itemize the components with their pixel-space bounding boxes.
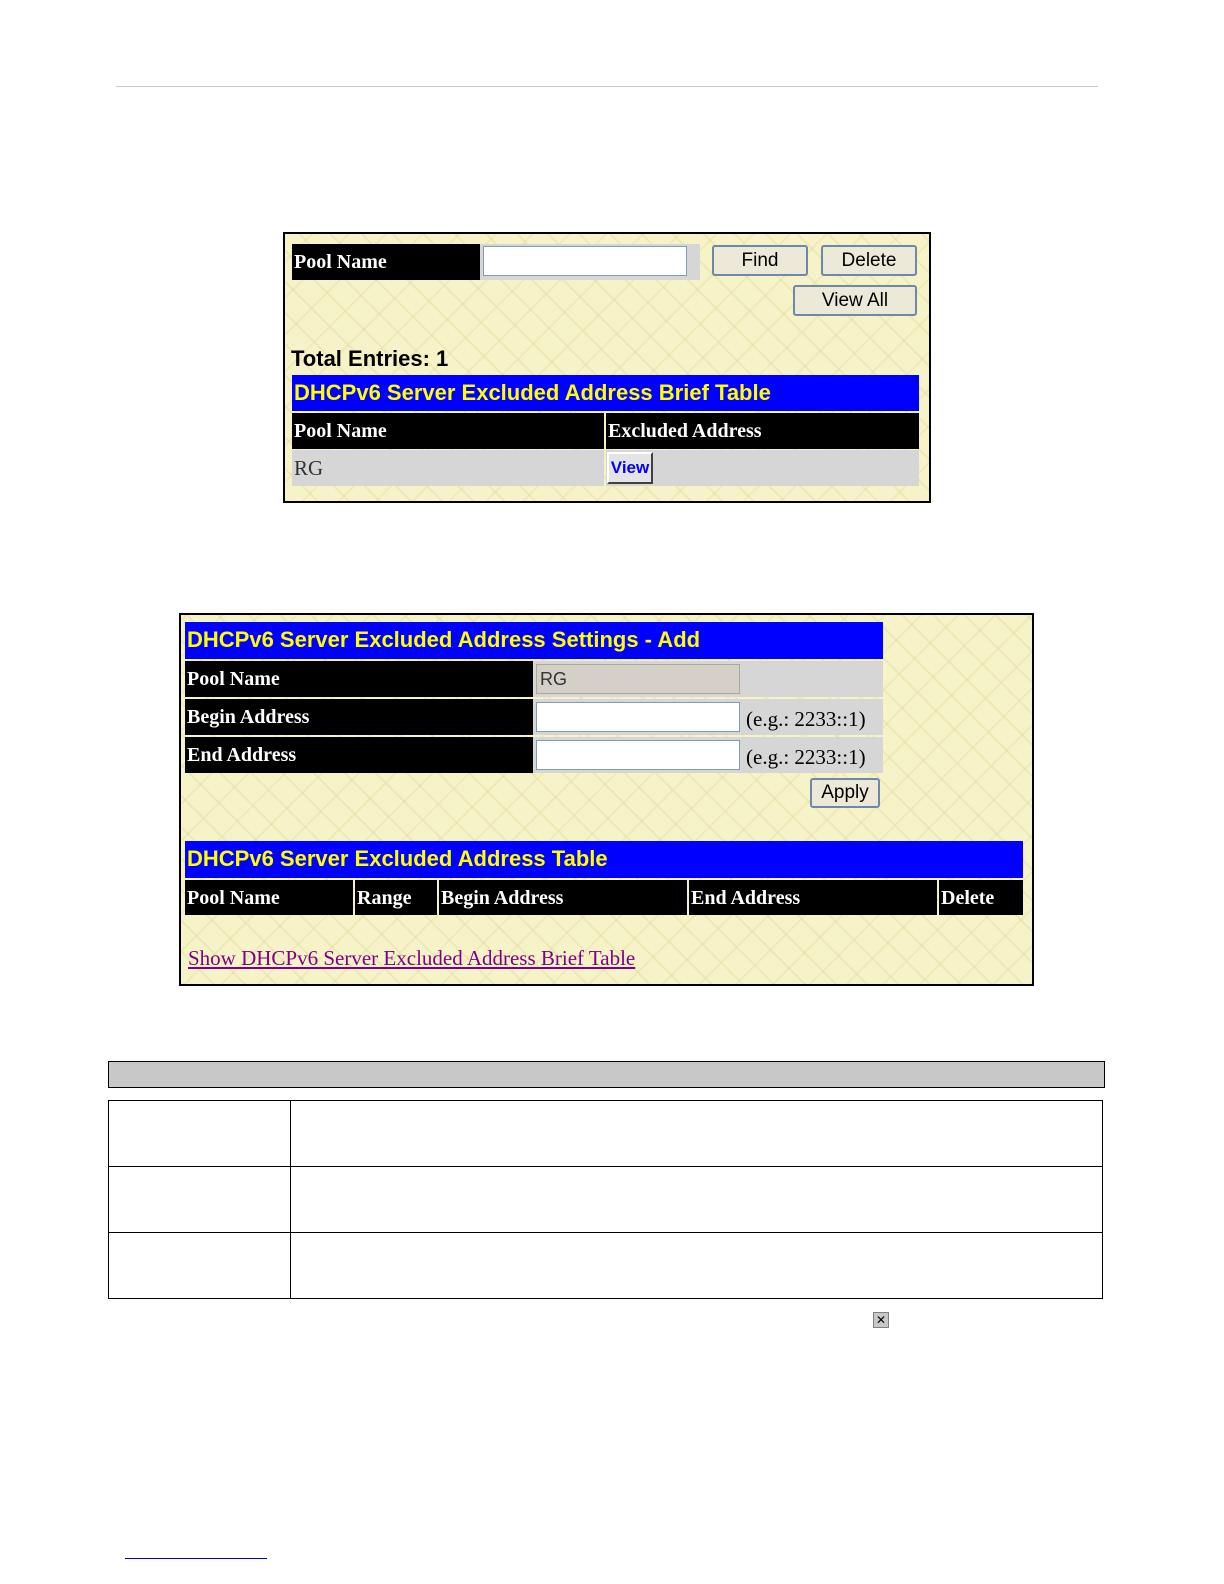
table-row-pool-name: RG [292,450,604,486]
begin-address-input[interactable] [536,702,740,732]
column-header-excluded-address: Excluded Address [606,413,919,449]
description-table-header [108,1061,1105,1088]
excluded-table-title: DHCPv6 Server Excluded Address Table [185,841,1023,878]
footer-link-underline [125,1558,267,1559]
pool-name-input[interactable] [483,246,687,276]
description-row [109,1101,1103,1167]
description-row [109,1233,1103,1299]
end-address-input[interactable] [536,740,740,770]
settings-title: DHCPv6 Server Excluded Address Settings - Add [185,622,883,659]
delete-button[interactable]: Delete [821,245,917,276]
column-header-begin-address: Begin Address [439,880,687,915]
column-header-pool-name: Pool Name [185,880,353,915]
brief-table-title: DHCPv6 Server Excluded Address Brief Table [292,375,919,411]
column-header-range: Range [355,880,437,915]
total-entries: Total Entries: 1 [291,346,449,371]
column-header-pool-name: Pool Name [292,413,604,449]
view-button[interactable]: View [607,452,653,484]
end-address-label: End Address [185,737,533,773]
end-address-hint: (e.g.: 2233::1) [746,745,866,769]
apply-button[interactable]: Apply [810,778,880,808]
pool-name-field [536,664,740,694]
begin-address-label: Begin Address [185,699,533,735]
description-row [109,1167,1103,1233]
page-top-rule [116,86,1098,87]
description-table [108,1100,1103,1299]
pool-name-label: Pool Name [292,244,480,280]
column-header-delete: Delete [939,880,1023,915]
brief-table-panel [283,232,931,503]
view-all-button[interactable]: View All [793,285,917,316]
column-header-end-address: End Address [689,880,937,915]
begin-address-hint: (e.g.: 2233::1) [746,707,866,731]
close-icon: ✕ [873,1312,889,1328]
pool-name-label: Pool Name [185,661,533,697]
find-button[interactable]: Find [712,245,808,276]
settings-add-panel [179,613,1034,986]
show-brief-table-link[interactable]: Show DHCPv6 Server Excluded Address Brief Table [188,946,636,970]
